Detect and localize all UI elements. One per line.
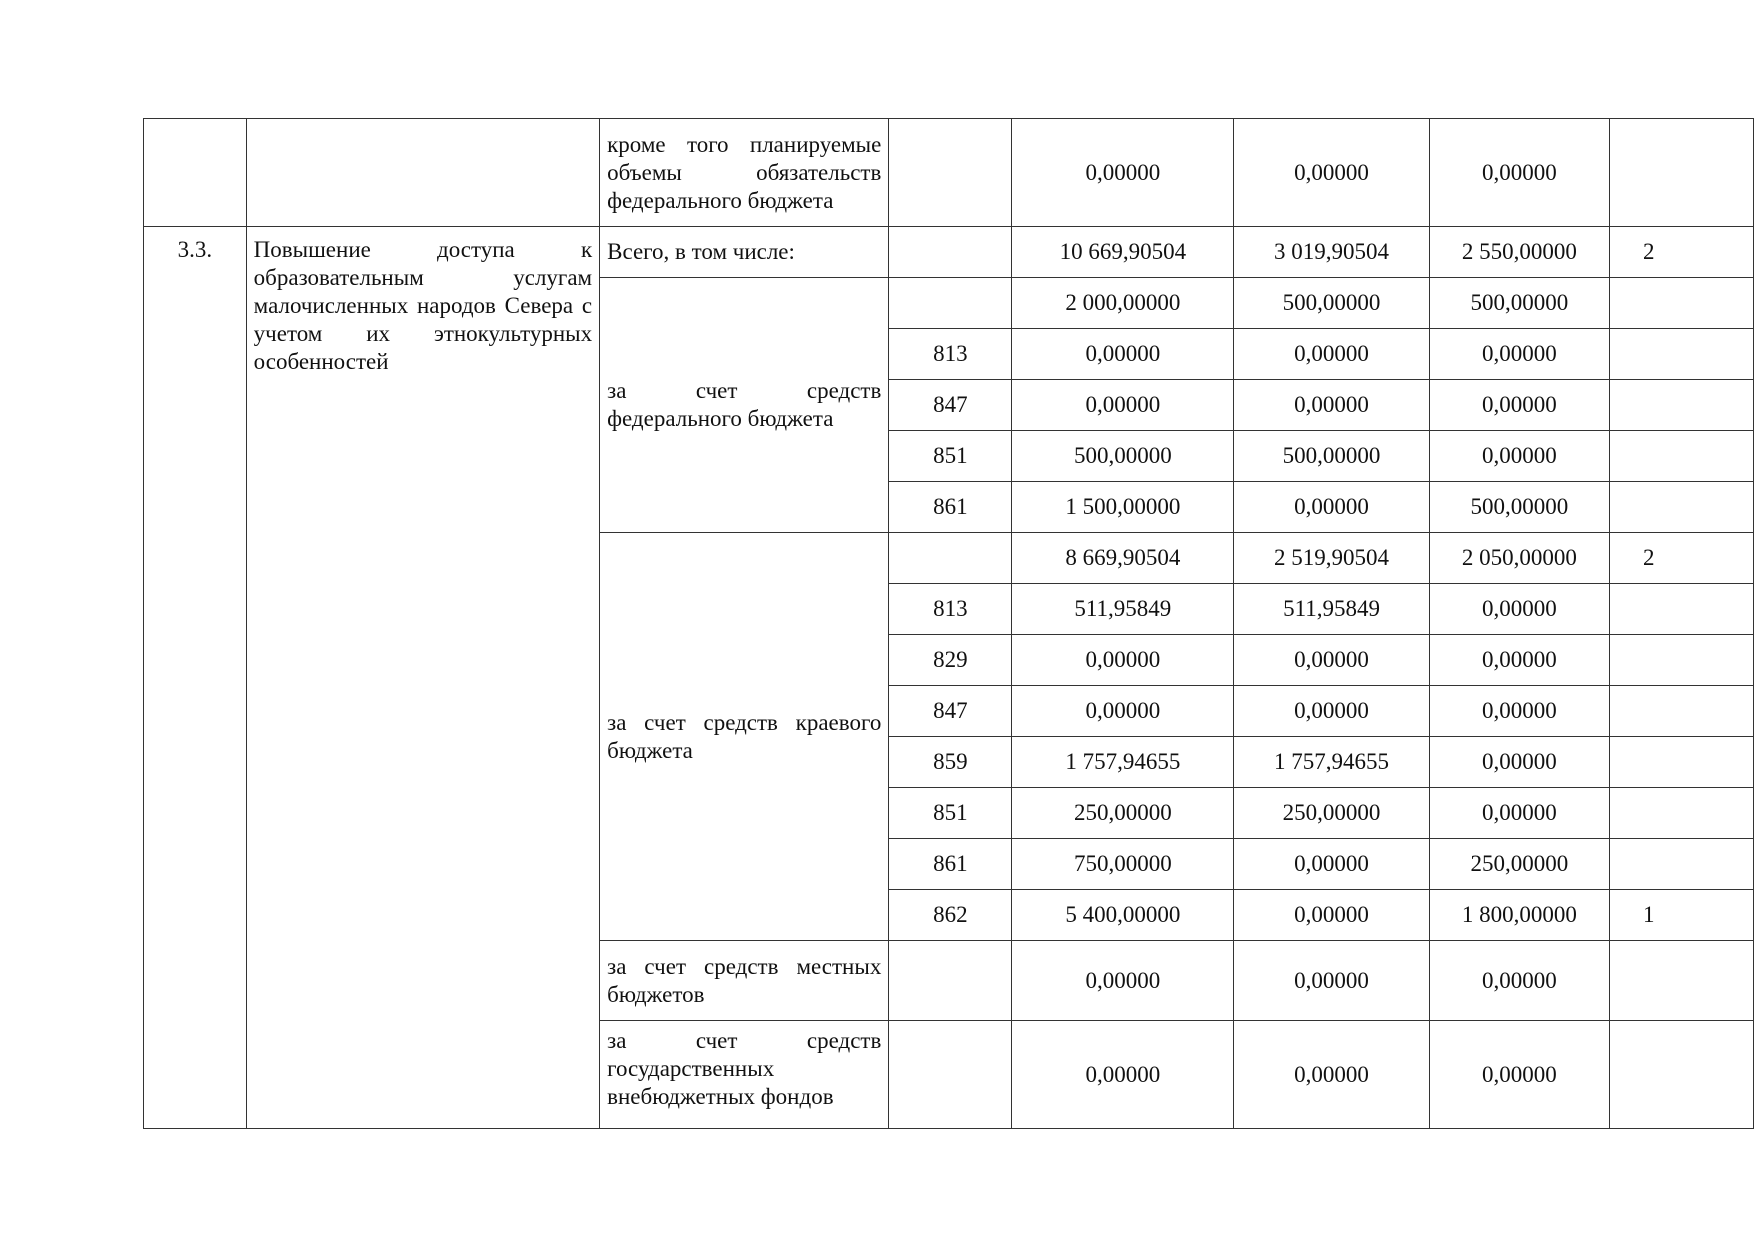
item-description: Повышение доступа к образовательным услугам малочисленных народов Севера с учетом их этнокультурных особенностей [246,227,599,1129]
funding-source-cell: за счет средств государственных внебюджетных фондов [600,1021,889,1129]
value-cell: 500,00000 [1012,431,1234,482]
value-cell-clipped [1609,380,1753,431]
value-cell: 0,00000 [1234,482,1430,533]
value-cell: 0,00000 [1234,1021,1430,1129]
value-cell: 0,00000 [1429,1021,1609,1129]
code-cell: 847 [889,380,1012,431]
value-cell-clipped [1609,737,1753,788]
description-cell [246,119,599,227]
value-cell-clipped [1609,119,1753,227]
value-cell: 1 800,00000 [1429,890,1609,941]
value-cell: 1 757,94655 [1234,737,1430,788]
code-cell: 829 [889,635,1012,686]
value-cell-clipped [1609,584,1753,635]
value-cell: 0,00000 [1234,380,1430,431]
value-cell: 0,00000 [1429,431,1609,482]
code-cell [889,278,1012,329]
code-cell [889,1021,1012,1129]
value-cell: 500,00000 [1429,278,1609,329]
code-cell [889,533,1012,584]
funding-source-cell: за счет средств федерального бюджета [600,278,889,533]
value-cell: 10 669,90504 [1012,227,1234,278]
value-cell-clipped: 1 [1609,890,1753,941]
value-cell: 0,00000 [1012,119,1234,227]
value-cell: 2 000,00000 [1012,278,1234,329]
value-cell: 500,00000 [1234,431,1430,482]
code-cell: 862 [889,890,1012,941]
value-cell: 0,00000 [1429,737,1609,788]
value-cell-clipped [1609,941,1753,1021]
value-cell: 2 050,00000 [1429,533,1609,584]
code-cell: 861 [889,482,1012,533]
value-cell: 511,95849 [1012,584,1234,635]
code-cell [889,119,1012,227]
value-cell: 3 019,90504 [1234,227,1430,278]
code-cell: 851 [889,788,1012,839]
budget-table [143,118,1754,1129]
value-cell: 0,00000 [1429,329,1609,380]
value-cell-clipped [1609,839,1753,890]
value-cell-clipped [1609,329,1753,380]
funding-source-cell: за счет средств местных бюджетов [600,941,889,1021]
code-cell: 859 [889,737,1012,788]
value-cell: 0,00000 [1012,941,1234,1021]
table-row [144,119,1754,227]
item-index: 3.3. [144,227,247,1129]
value-cell: 250,00000 [1234,788,1430,839]
value-cell: 5 400,00000 [1012,890,1234,941]
value-cell-clipped [1609,278,1753,329]
value-cell: 0,00000 [1429,788,1609,839]
value-cell: 750,00000 [1012,839,1234,890]
value-cell: 0,00000 [1429,584,1609,635]
value-cell: 0,00000 [1234,941,1430,1021]
value-cell-clipped [1609,1021,1753,1129]
index-cell [144,119,247,227]
funding-source-cell: Всего, в том числе: [600,227,889,278]
value-cell: 0,00000 [1012,635,1234,686]
value-cell-clipped [1609,635,1753,686]
value-cell: 2 550,00000 [1429,227,1609,278]
value-cell: 500,00000 [1429,482,1609,533]
code-cell [889,941,1012,1021]
value-cell: 0,00000 [1234,329,1430,380]
value-cell: 511,95849 [1234,584,1430,635]
value-cell: 0,00000 [1234,839,1430,890]
value-cell: 0,00000 [1234,635,1430,686]
value-cell-clipped [1609,686,1753,737]
value-cell: 0,00000 [1234,890,1430,941]
value-cell-clipped: 2 [1609,533,1753,584]
value-cell: 0,00000 [1012,380,1234,431]
value-cell: 0,00000 [1429,686,1609,737]
value-cell: 500,00000 [1234,278,1430,329]
funding-source-cell: кроме того планируемые объемы обязательств федерального бюджета [600,119,889,227]
value-cell: 0,00000 [1429,635,1609,686]
code-cell: 861 [889,839,1012,890]
value-cell-clipped [1609,482,1753,533]
value-cell: 0,00000 [1012,1021,1234,1129]
funding-source-cell: за счет средств краевого бюджета [600,533,889,941]
value-cell: 0,00000 [1012,329,1234,380]
value-cell: 0,00000 [1012,686,1234,737]
code-cell: 813 [889,584,1012,635]
value-cell: 250,00000 [1012,788,1234,839]
value-cell: 0,00000 [1429,119,1609,227]
table-row [144,227,1754,278]
value-cell: 0,00000 [1429,380,1609,431]
code-cell: 851 [889,431,1012,482]
value-cell: 0,00000 [1234,119,1430,227]
value-cell-clipped [1609,788,1753,839]
code-cell [889,227,1012,278]
value-cell: 1 757,94655 [1012,737,1234,788]
value-cell-clipped [1609,431,1753,482]
value-cell: 0,00000 [1429,941,1609,1021]
value-cell: 8 669,90504 [1012,533,1234,584]
value-cell: 2 519,90504 [1234,533,1430,584]
value-cell: 250,00000 [1429,839,1609,890]
value-cell: 0,00000 [1234,686,1430,737]
code-cell: 813 [889,329,1012,380]
code-cell: 847 [889,686,1012,737]
value-cell: 1 500,00000 [1012,482,1234,533]
value-cell-clipped: 2 [1609,227,1753,278]
